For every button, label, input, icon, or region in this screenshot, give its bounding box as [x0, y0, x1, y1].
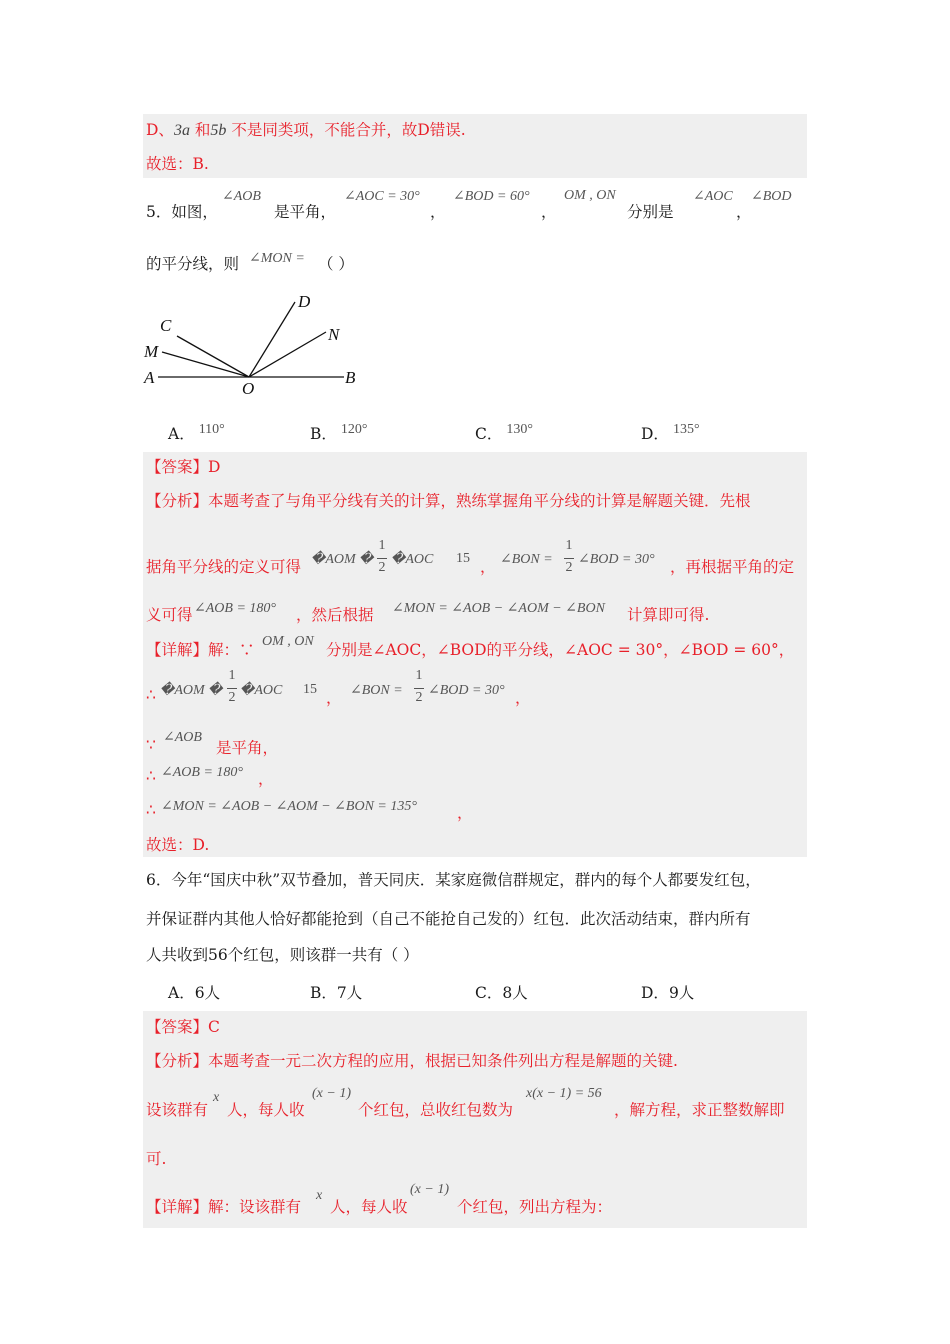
q5-stem2-paren: （ ）: [318, 255, 354, 273]
q5-detail2-bon: ∠BON =: [350, 683, 403, 698]
q6-stem-line2: 并保证群内其他人恰好都能抢到（自己不能抢自己发的）红包．此次活动结束，群内所有: [146, 910, 751, 928]
q5-stem2-text: 的平分线，则: [146, 255, 240, 273]
q5-analysis-frac-den: 2: [378, 560, 386, 575]
label-d: D: [298, 292, 311, 311]
q5-option-c[interactable]: C． 130°: [475, 422, 533, 443]
q5-detail2-therefore: ∴: [146, 686, 156, 704]
q5-detail2-aom: �AOM �: [160, 683, 223, 698]
q6-detail-x-minus-1: (x − 1): [410, 1182, 449, 1197]
q5-detail2-frac-bar: [227, 688, 237, 689]
q5-analysis-mon-formula: ∠MON = ∠AOB − ∠AOM − ∠BON: [392, 601, 605, 616]
q5-option-d[interactable]: D． 135°: [641, 422, 700, 443]
q5-stem-aob: ∠AOB: [222, 189, 261, 204]
q5-analysis-aom: �AOM �: [311, 552, 374, 567]
q5-detail2-frac-num: 1: [228, 668, 236, 683]
q6-detail-end: 个红包，列出方程为：: [457, 1198, 613, 1216]
q6-analysis2-x: x: [213, 1090, 220, 1105]
q5-detail3-aob: ∠AOB: [163, 730, 202, 745]
q5-comma3: ，: [736, 203, 752, 221]
q5-detail2-aoc: �AOC: [240, 683, 283, 698]
q6-analysis2-equation: x(x − 1) = 56: [526, 1086, 602, 1101]
label-c: C: [160, 316, 172, 335]
q5-analysis-frac2-den: 2: [565, 560, 573, 575]
q5-analysis-frac2-bar: [564, 558, 574, 559]
q5-analysis-bod: ∠BOD = 30°: [578, 552, 655, 567]
q5-comma2: ，: [541, 203, 557, 221]
q5-detail2-frac2-num: 1: [415, 668, 423, 683]
q5-detail4-end: ，: [258, 770, 274, 788]
q5-analysis-frac2-num: 1: [565, 538, 573, 553]
q6-analysis-line3: 可.: [146, 1150, 167, 1168]
q5-detail2-frac2-bar: [414, 688, 424, 689]
q6-analysis2-mid: 人，每人收: [227, 1101, 305, 1119]
q5-stem2-mon: ∠MON =: [249, 251, 305, 266]
q5-detail2-15: 15: [303, 682, 317, 697]
q5-stem-aoc2: ∠AOC: [693, 189, 733, 204]
q6-detail-x: x: [316, 1188, 323, 1203]
q5-stem-bod: ∠BOD = 60°: [453, 189, 530, 204]
q5-angle-figure: [140, 288, 370, 400]
q6-answer: 【答案】C: [146, 1018, 220, 1036]
q6-option-c[interactable]: C．8人: [475, 984, 528, 1002]
q5-analysis-line3-end: 计算即可得.: [627, 606, 710, 624]
q5-detail2-bod: ∠BOD = 30°: [428, 683, 505, 698]
q5-stem-aoc: ∠AOC = 30°: [344, 189, 420, 204]
label-b: B: [345, 368, 356, 387]
q5-analysis-line1: 【分析】本题考查了与角平分线有关的计算，熟练掌握角平分线的计算是解题关键．先根: [146, 492, 751, 510]
q6-stem-line3: 人共收到56个红包，则该群一共有（ ）: [146, 946, 419, 964]
ray-om: [162, 352, 249, 377]
q5-detail4-aob: ∠AOB = 180°: [161, 765, 243, 780]
q5-detail-line1-end: 分别是∠AOC，∠BOD的平分线，∠AOC = 30°，∠BOD = 60°，: [326, 641, 795, 659]
q5-detail5-end: ，: [457, 804, 473, 822]
label-a: A: [144, 368, 155, 387]
label-o: O: [242, 379, 255, 398]
label-n: N: [328, 325, 340, 344]
q5-stem-text2: 分别是: [627, 203, 674, 221]
q5-option-b[interactable]: B． 120°: [310, 422, 368, 443]
q5-stem-text: 是平角，: [274, 203, 337, 221]
q5-analysis-line3-text: 义可得: [146, 606, 193, 624]
prev-option-d: D、3a 和5b 不是同类项，不能合并，故D错误.: [146, 121, 466, 139]
q5-analysis-aoc: �AOC: [391, 552, 434, 567]
q6-option-d[interactable]: D．9人: [641, 984, 695, 1002]
q6-analysis2-text: 设该群有: [146, 1101, 209, 1119]
q5-detail3-end: 是平角，: [216, 739, 279, 757]
q5-analysis-aob180: ∠AOB = 180°: [194, 601, 276, 616]
q5-analysis-line2-text: 据角平分线的定义可得: [146, 558, 302, 576]
q6-analysis2-x-minus-1: (x − 1): [312, 1086, 351, 1101]
q6-detail-mid: 人，每人收: [330, 1198, 408, 1216]
q5-analysis-comma: ，: [480, 558, 496, 576]
q6-detail-line1: 【详解】解：设该群有: [146, 1198, 302, 1216]
q5-analysis-frac-num: 1: [378, 538, 386, 553]
q6-stem-line1: 6．今年“国庆中秋”双节叠加，普天同庆．某家庭微信群规定，群内的每个人都要发红包，: [146, 871, 761, 889]
q5-stem-om-on: OM , ON: [564, 188, 616, 203]
q5-comma1: ，: [430, 203, 446, 221]
q6-option-b[interactable]: B．7人: [310, 984, 363, 1002]
q5-analysis-15: 15: [456, 551, 470, 566]
q5-detail5-therefore: ∴: [146, 801, 156, 819]
q5-detail3-because: ∵: [146, 736, 156, 754]
label-m: M: [144, 342, 159, 361]
q6-option-a[interactable]: A．6人: [168, 984, 221, 1002]
q6-analysis2-mid2: 个红包，总收红包数为: [358, 1101, 514, 1119]
q5-stem-bod2: ∠BOD: [751, 189, 792, 204]
q5-analysis-bon: ∠BON =: [500, 552, 553, 567]
q5-answer: 【答案】D: [146, 458, 221, 476]
q5-option-a[interactable]: A． 110°: [168, 422, 225, 443]
q5-detail2-end: ，: [515, 689, 531, 707]
q6-analysis-line1: 【分析】本题考查一元二次方程的应用，根据已知条件列出方程是解题的关键.: [146, 1052, 678, 1070]
q5-number: 5．如图，: [146, 203, 218, 221]
q5-analysis-line3-mid: ，然后根据: [296, 606, 374, 624]
q5-analysis-frac-bar: [377, 558, 387, 559]
q5-detail-line1: 【详解】解：∵: [146, 641, 255, 659]
q5-detail-om-on: OM , ON: [262, 634, 314, 649]
q5-detail2-frac-den: 2: [228, 690, 236, 705]
q6-analysis2-end: ，解方程，求正整数解即: [614, 1101, 785, 1119]
q5-detail5-formula: ∠MON = ∠AOB − ∠AOM − ∠BON = 135°: [161, 799, 417, 814]
q5-detail2-comma: ，: [326, 689, 342, 707]
ray-oc: [177, 336, 249, 377]
q5-choice: 故选：D.: [146, 836, 210, 854]
ray-od: [249, 302, 295, 377]
prev-choice: 故选：B.: [146, 155, 209, 173]
q5-analysis-line2-end: ，再根据平角的定: [670, 558, 795, 576]
ray-on: [249, 332, 326, 377]
q5-detail2-frac2-den: 2: [415, 690, 423, 705]
q5-detail4-therefore: ∴: [146, 767, 156, 785]
